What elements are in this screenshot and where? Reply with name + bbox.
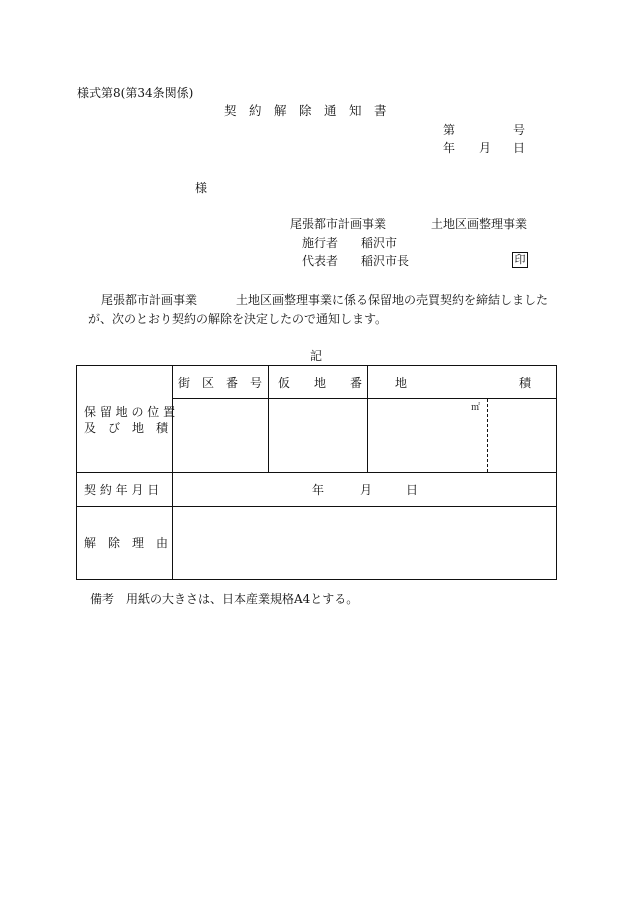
date-day: 日 [513, 141, 526, 155]
contract-date-day: 日 [406, 483, 419, 497]
col-header-area-left: 地 [395, 376, 408, 390]
table-border-left [76, 365, 77, 580]
table-border-right [556, 365, 557, 580]
table-border-top [76, 365, 557, 366]
area-unit: ㎡ [471, 403, 481, 413]
body-line2: が、次のとおり契約の解除を決定したので通知します。 [88, 312, 388, 326]
form-number: 様式第8(第34条関係) [77, 86, 194, 100]
row-label-location-area-2: 及 び 地 積 [84, 421, 169, 435]
col-header-street-number: 街 区 番 号 [178, 376, 263, 390]
seal-stamp-icon: 印 [512, 252, 528, 268]
row-label-contract-date: 契 約 年 月 日 [84, 483, 160, 497]
col-header-provisional-lot: 仮 地 番 [278, 376, 363, 390]
row-label-location-area-1: 保 留 地 の 位 置 [84, 405, 176, 419]
body-line1-part1: 尾張都市計画事業 [101, 293, 198, 307]
table-line-label-col [172, 365, 173, 580]
body-line1-part2: 土地区画整理事業に係る保留地の売買契約を締結しました [236, 293, 549, 307]
executor-label: 施行者 [302, 236, 339, 250]
col-header-area-right: 積 [519, 376, 532, 390]
table-line-row2-bottom [76, 506, 557, 507]
executor-name: 稲沢市 [361, 236, 398, 250]
doc-number-dai: 第 [443, 123, 456, 137]
table-line-row1-bottom [76, 472, 557, 473]
representative-name: 稲沢市長 [361, 254, 410, 268]
addressee-suffix: 様 [195, 181, 208, 195]
contract-date-month: 月 [360, 483, 373, 497]
doc-number-go: 号 [513, 123, 526, 137]
remarks: 備考 用紙の大きさは、日本産業規格A4とする。 [90, 592, 359, 606]
table-line-street-col [268, 365, 269, 473]
representative-label: 代表者 [302, 254, 339, 268]
table-line-lot-col [367, 365, 368, 473]
ki-label: 記 [310, 349, 323, 363]
date-month: 月 [479, 141, 492, 155]
document-title: 契 約 解 除 通 知 書 [224, 103, 387, 118]
table-border-bottom [76, 579, 557, 580]
contract-date-year: 年 [312, 483, 325, 497]
table-line-header-bottom [172, 398, 557, 399]
row-label-release-reason: 解 除 理 由 [84, 536, 169, 550]
area-decimal-divider [487, 399, 488, 472]
date-year: 年 [443, 141, 456, 155]
issuer-project-a: 尾張都市計画事業 [290, 217, 387, 231]
issuer-project-b: 土地区画整理事業 [431, 217, 528, 231]
